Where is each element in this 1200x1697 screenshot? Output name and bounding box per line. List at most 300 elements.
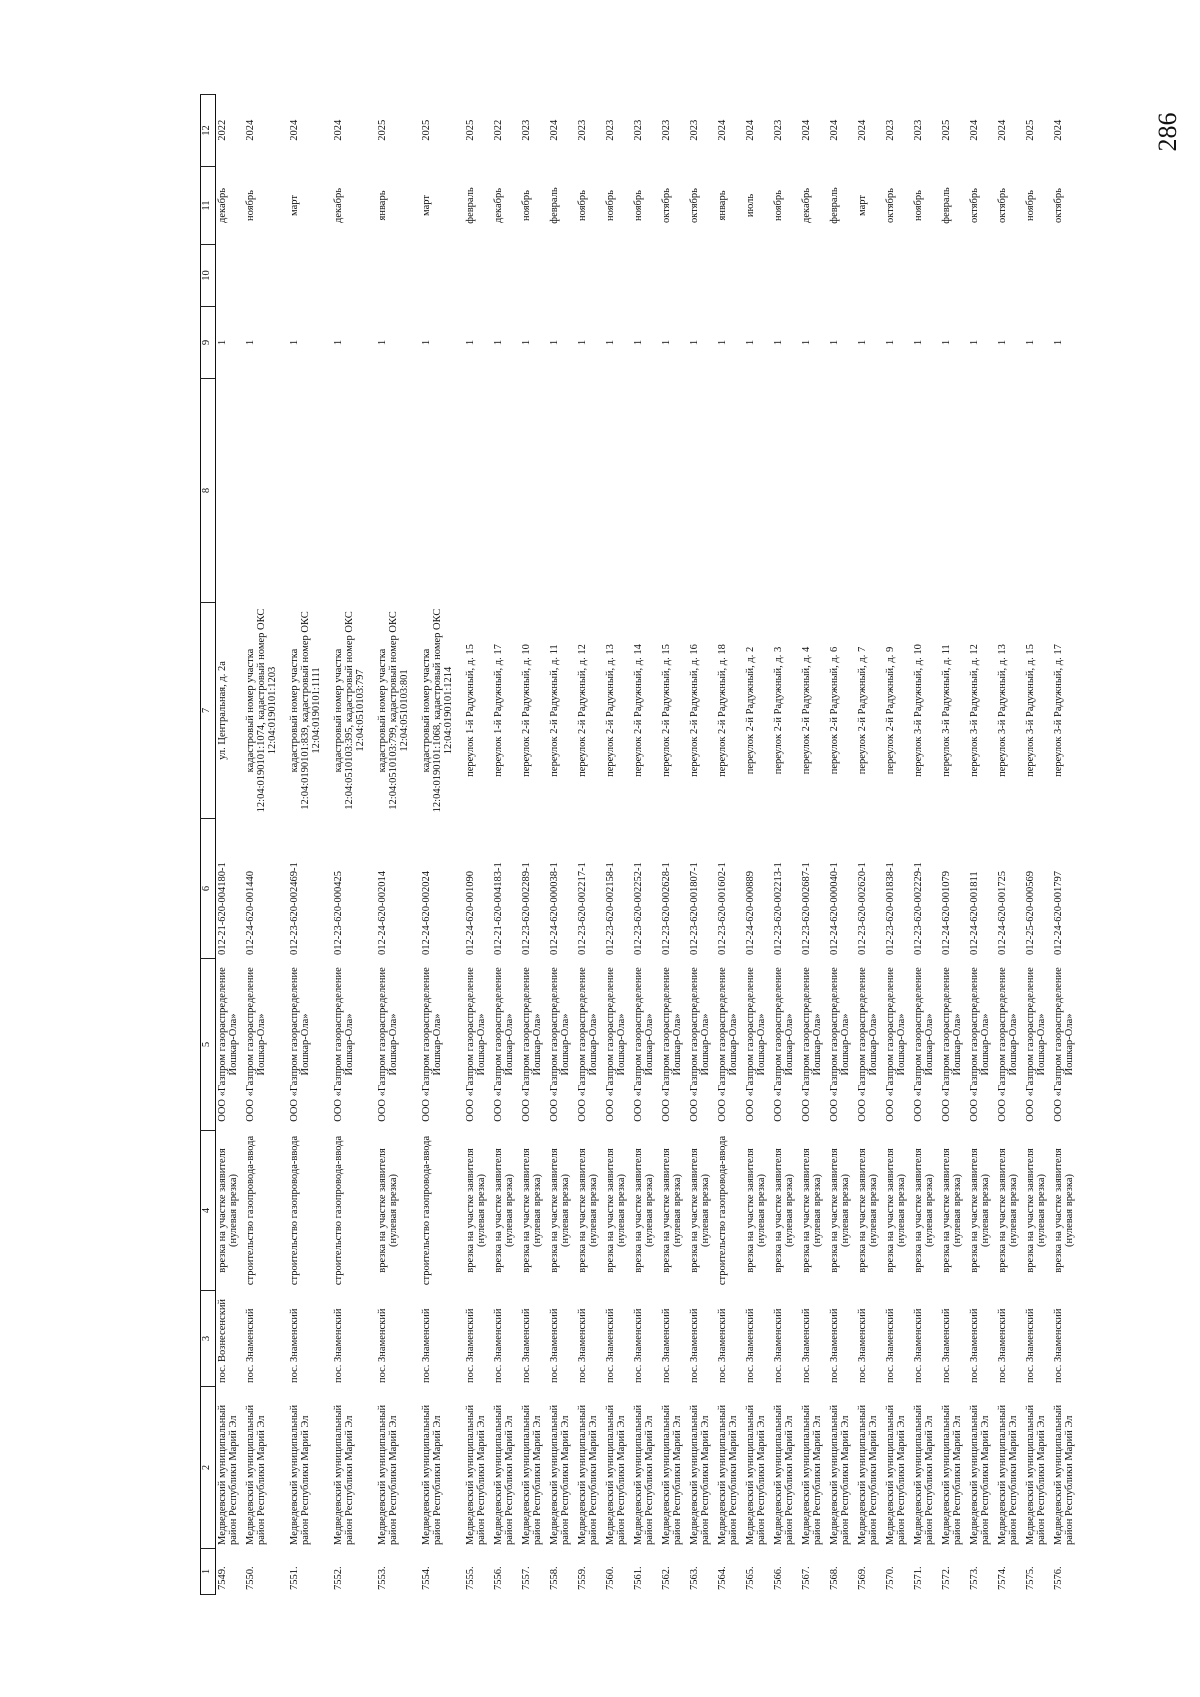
locality-cell: пос. Знаменский xyxy=(884,1308,896,1383)
work-type-cell: врезка на участке заявителя (нулевая врезка) xyxy=(1024,1148,1047,1273)
column-header: 4 xyxy=(201,1131,216,1291)
district-cell: Медведевский муниципальный район Республики Марий Эл xyxy=(828,1404,851,1545)
count-cell: 1 xyxy=(288,339,300,346)
table-row xyxy=(968,95,996,1595)
count-cell: 1 xyxy=(800,339,812,346)
address-cell: переулок 2-й Радужный, д. 11 xyxy=(548,644,560,777)
table-row xyxy=(716,95,744,1595)
year-cell: 2024 xyxy=(332,119,344,141)
column-header: 2 xyxy=(201,1387,216,1549)
address-cell: кадастровый номер участка 12:04:0190101:1074, кадастровый номер ОКС 12:04:0190101:1203 xyxy=(244,608,279,813)
column-8-cell xyxy=(216,379,244,603)
column-10-cell xyxy=(420,245,464,307)
address-cell: кадастровый номер участка 12:04:0190101:1068, кадастровый номер ОКС 12:04:0190101:1214 xyxy=(420,608,455,813)
organization-cell: ООО «Газпром газораспределение Йошкар-Ола» xyxy=(244,967,267,1122)
district-cell: Медведевский муниципальный район Республики Марий Эл xyxy=(604,1404,627,1545)
column-number-row xyxy=(201,95,216,1595)
month-cell: март xyxy=(420,195,432,216)
work-type-cell: строительство газопровода-ввода xyxy=(716,1135,728,1286)
address-cell: ул. Центральная, д. 2а xyxy=(217,661,228,760)
column-10-cell xyxy=(244,245,288,307)
row-number: 7556. xyxy=(492,1566,504,1590)
year-cell: 2024 xyxy=(716,119,728,141)
column-header: 6 xyxy=(201,819,216,959)
district-cell: Медведевский муниципальный район Республики Марий Эл xyxy=(856,1404,879,1545)
count-cell: 1 xyxy=(376,339,388,346)
table-row xyxy=(884,95,912,1595)
work-type-cell: врезка на участке заявителя (нулевая врезка) xyxy=(376,1148,399,1273)
work-type-cell: строительство газопровода-ввода xyxy=(332,1135,344,1286)
year-cell: 2024 xyxy=(744,119,756,141)
table-row xyxy=(772,95,800,1595)
month-cell: март xyxy=(856,195,868,216)
locality-cell: пос. Знаменский xyxy=(800,1308,812,1383)
locality-cell: пос. Знаменский xyxy=(744,1308,756,1383)
count-cell: 1 xyxy=(520,339,532,346)
row-number: 7554. xyxy=(420,1566,432,1590)
table-row xyxy=(376,95,420,1595)
application-code-cell: 012-23-620-001807-1 xyxy=(688,862,700,955)
count-cell: 1 xyxy=(660,339,672,346)
application-code-cell: 012-23-620-001602-1 xyxy=(716,862,728,955)
application-code-cell: 012-24-620-001090 xyxy=(464,871,476,955)
column-10-cell xyxy=(632,245,660,307)
address-cell: переулок 3-й Радужный, д. 13 xyxy=(996,644,1008,777)
application-code-cell: 012-23-620-002252-1 xyxy=(632,862,644,955)
column-10-cell xyxy=(940,245,968,307)
organization-cell: ООО «Газпром газораспределение Йошкар-Ола» xyxy=(604,967,627,1122)
district-cell: Медведевский муниципальный район Республики Марий Эл xyxy=(968,1404,991,1545)
column-10-cell xyxy=(1052,245,1080,307)
column-10-cell xyxy=(856,245,884,307)
district-cell: Медведевский муниципальный район Республики Марий Эл xyxy=(688,1404,711,1545)
column-10-cell xyxy=(216,245,244,307)
table-row xyxy=(912,95,940,1595)
count-cell: 1 xyxy=(492,339,504,346)
row-number: 7575. xyxy=(1024,1566,1036,1590)
row-number: 7558. xyxy=(548,1566,560,1590)
month-cell: ноябрь xyxy=(772,190,784,221)
row-number: 7561. xyxy=(632,1566,644,1590)
column-8-cell xyxy=(464,379,492,603)
row-number: 7567. xyxy=(800,1566,812,1590)
locality-cell: пос. Знаменский xyxy=(828,1308,840,1383)
work-type-cell: врезка на участке заявителя (нулевая врезка) xyxy=(548,1148,571,1273)
year-cell: 2023 xyxy=(660,119,672,141)
address-cell: переулок 2-й Радужный, д. 12 xyxy=(576,644,588,777)
table-row xyxy=(996,95,1024,1595)
column-10-cell xyxy=(604,245,632,307)
column-10-cell xyxy=(376,245,420,307)
locality-cell: пос. Знаменский xyxy=(332,1308,344,1383)
year-cell: 2025 xyxy=(376,119,388,141)
application-code-cell: 012-24-620-001725 xyxy=(996,871,1008,955)
application-code-cell: 012-24-620-001797 xyxy=(1052,871,1064,955)
organization-cell: ООО «Газпром газораспределение Йошкар-Ола» xyxy=(520,967,543,1122)
organization-cell: ООО «Газпром газораспределение Йошкар-Ола» xyxy=(688,967,711,1122)
rotated-table-sheet xyxy=(200,95,1180,1595)
district-cell: Медведевский муниципальный район Республики Марий Эл xyxy=(464,1404,487,1545)
column-header: 3 xyxy=(201,1291,216,1387)
organization-cell: ООО «Газпром газораспределение Йошкар-Ола» xyxy=(420,967,443,1122)
application-code-cell: 012-23-620-002289-1 xyxy=(520,862,532,955)
column-10-cell xyxy=(744,245,772,307)
column-8-cell xyxy=(996,379,1024,603)
row-number: 7559. xyxy=(576,1566,588,1590)
count-cell: 1 xyxy=(912,339,924,346)
table-row xyxy=(940,95,968,1595)
month-cell: ноябрь xyxy=(604,190,616,221)
work-type-cell: врезка на участке заявителя (нулевая врезка) xyxy=(688,1148,711,1273)
year-cell: 2023 xyxy=(604,119,616,141)
row-number: 7557. xyxy=(520,1566,532,1590)
table-row xyxy=(632,95,660,1595)
column-8-cell xyxy=(376,379,420,603)
organization-cell: ООО «Газпром газораспределение Йошкар-Ола» xyxy=(548,967,571,1122)
work-type-cell: врезка на участке заявителя (нулевая врезка) xyxy=(520,1148,543,1273)
month-cell: декабрь xyxy=(217,188,228,223)
work-type-cell: врезка на участке заявителя (нулевая врезка) xyxy=(660,1148,683,1273)
application-code-cell: 012-23-620-002229-1 xyxy=(912,862,924,955)
year-cell: 2024 xyxy=(856,119,868,141)
application-code-cell: 012-21-620-004183-1 xyxy=(492,862,504,955)
application-code-cell: 012-23-620-002158-1 xyxy=(604,862,616,955)
month-cell: декабрь xyxy=(492,188,504,223)
row-number: 7573. xyxy=(968,1566,980,1590)
table-row xyxy=(244,95,288,1595)
month-cell: октябрь xyxy=(884,188,896,223)
month-cell: ноябрь xyxy=(632,190,644,221)
application-code-cell: 012-24-620-002014 xyxy=(376,871,388,955)
column-10-cell xyxy=(996,245,1024,307)
table-row xyxy=(520,95,548,1595)
year-cell: 2024 xyxy=(996,119,1008,141)
month-cell: ноябрь xyxy=(912,190,924,221)
organization-cell: ООО «Газпром газораспределение Йошкар-Ола» xyxy=(492,967,515,1122)
gasification-table xyxy=(200,94,1080,1595)
column-8-cell xyxy=(492,379,520,603)
column-10-cell xyxy=(660,245,688,307)
organization-cell: ООО «Газпром газораспределение Йошкар-Ола» xyxy=(828,967,851,1122)
column-10-cell xyxy=(492,245,520,307)
organization-cell: ООО «Газпром газораспределение Йошкар-Ола» xyxy=(332,967,355,1122)
column-8-cell xyxy=(548,379,576,603)
column-10-cell xyxy=(1024,245,1052,307)
month-cell: январь xyxy=(376,190,388,221)
organization-cell: ООО «Газпром газораспределение Йошкар-Ола» xyxy=(772,967,795,1122)
column-8-cell xyxy=(288,379,332,603)
work-type-cell: врезка на участке заявителя (нулевая врезка) xyxy=(828,1148,851,1273)
work-type-cell: врезка на участке заявителя (нулевая врезка) xyxy=(968,1148,991,1273)
work-type-cell: врезка на участке заявителя (нулевая врезка) xyxy=(604,1148,627,1273)
locality-cell: пос. Знаменский xyxy=(548,1308,560,1383)
column-header: 10 xyxy=(201,245,216,307)
row-number: 7572. xyxy=(940,1566,952,1590)
application-code-cell: 012-24-620-001440 xyxy=(244,871,256,955)
table-row xyxy=(576,95,604,1595)
column-10-cell xyxy=(688,245,716,307)
table-row xyxy=(548,95,576,1595)
month-cell: октябрь xyxy=(688,188,700,223)
year-cell: 2023 xyxy=(772,119,784,141)
table-row xyxy=(1052,95,1080,1595)
count-cell: 1 xyxy=(716,339,728,346)
work-type-cell: строительство газопровода-ввода xyxy=(420,1135,432,1286)
address-cell: переулок 2-й Радужный, д. 10 xyxy=(520,644,532,777)
address-cell: кадастровый номер участка 12:04:0190101:839, кадастровый номер ОКС 12:04:0190101:1111 xyxy=(288,611,323,810)
column-8-cell xyxy=(968,379,996,603)
locality-cell: пос. Знаменский xyxy=(632,1308,644,1383)
address-cell: переулок 2-й Радужный, д. 14 xyxy=(632,644,644,777)
district-cell: Медведевский муниципальный район Республики Марий Эл xyxy=(217,1404,240,1545)
application-code-cell: 012-23-620-002628-1 xyxy=(660,862,672,955)
year-cell: 2023 xyxy=(912,119,924,141)
work-type-cell: врезка на участке заявителя (нулевая врезка) xyxy=(576,1148,599,1273)
application-code-cell: 012-23-620-002217-1 xyxy=(576,862,588,955)
year-cell: 2024 xyxy=(548,119,560,141)
address-cell: переулок 2-й Радужный, д. 15 xyxy=(660,644,672,777)
district-cell: Медведевский муниципальный район Республики Марий Эл xyxy=(1052,1404,1075,1545)
column-8-cell xyxy=(772,379,800,603)
locality-cell: пос. Знаменский xyxy=(940,1308,952,1383)
application-code-cell: 012-23-620-002687-1 xyxy=(800,862,812,955)
month-cell: декабрь xyxy=(332,188,344,223)
organization-cell: ООО «Газпром газораспределение Йошкар-Ола» xyxy=(288,967,311,1122)
column-10-cell xyxy=(884,245,912,307)
column-8-cell xyxy=(800,379,828,603)
organization-cell: ООО «Газпром газораспределение Йошкар-Ола» xyxy=(576,967,599,1122)
column-8-cell xyxy=(884,379,912,603)
work-type-cell: строительство газопровода-ввода xyxy=(244,1135,256,1286)
table-row xyxy=(800,95,828,1595)
count-cell: 1 xyxy=(828,339,840,346)
row-number: 7570. xyxy=(884,1566,896,1590)
address-cell: переулок 2-й Радужный, д. 16 xyxy=(688,644,700,777)
column-8-cell xyxy=(520,379,548,603)
locality-cell: пос. Знаменский xyxy=(420,1308,432,1383)
row-number: 7576. xyxy=(1052,1566,1064,1590)
work-type-cell: врезка на участке заявителя (нулевая врезка) xyxy=(884,1148,907,1273)
organization-cell: ООО «Газпром газораспределение Йошкар-Ола» xyxy=(716,967,739,1122)
row-number: 7550. xyxy=(244,1566,256,1590)
year-cell: 2023 xyxy=(632,119,644,141)
month-cell: октябрь xyxy=(996,188,1008,223)
count-cell: 1 xyxy=(996,339,1008,346)
district-cell: Медведевский муниципальный район Республики Марий Эл xyxy=(800,1404,823,1545)
application-code-cell: 012-24-620-000889 xyxy=(744,871,756,955)
table-row xyxy=(288,95,332,1595)
month-cell: октябрь xyxy=(968,188,980,223)
address-cell: переулок 3-й Радужный, д. 10 xyxy=(912,644,924,777)
column-header: 7 xyxy=(201,603,216,819)
year-cell: 2025 xyxy=(464,119,476,141)
column-10-cell xyxy=(464,245,492,307)
work-type-cell: врезка на участке заявителя (нулевая врезка) xyxy=(217,1148,240,1273)
year-cell: 2023 xyxy=(576,119,588,141)
district-cell: Медведевский муниципальный район Республики Марий Эл xyxy=(376,1404,399,1545)
count-cell: 1 xyxy=(244,339,256,346)
address-cell: переулок 2-й Радужный, д. 6 xyxy=(828,646,840,775)
locality-cell: пос. Знаменский xyxy=(968,1308,980,1383)
month-cell: июль xyxy=(744,193,756,218)
count-cell: 1 xyxy=(744,339,756,346)
table-row xyxy=(1024,95,1052,1595)
month-cell: февраль xyxy=(828,187,840,224)
organization-cell: ООО «Газпром газораспределение Йошкар-Ола» xyxy=(217,967,240,1122)
year-cell: 2024 xyxy=(1052,119,1064,141)
locality-cell: пос. Знаменский xyxy=(772,1308,784,1383)
address-cell: кадастровый номер участка 12:04:0510103:799, кадастровый номер ОКС 12:04:0510103:801 xyxy=(376,611,411,810)
row-number: 7551. xyxy=(288,1566,300,1590)
year-cell: 2024 xyxy=(968,119,980,141)
table-row xyxy=(492,95,520,1595)
column-8-cell xyxy=(632,379,660,603)
count-cell: 1 xyxy=(688,339,700,346)
column-8-cell xyxy=(744,379,772,603)
column-8-cell xyxy=(244,379,288,603)
work-type-cell: врезка на участке заявителя (нулевая врезка) xyxy=(996,1148,1019,1273)
table-row xyxy=(688,95,716,1595)
row-number: 7560. xyxy=(604,1566,616,1590)
column-8-cell xyxy=(1024,379,1052,603)
organization-cell: ООО «Газпром газораспределение Йошкар-Ола» xyxy=(376,967,399,1122)
application-code-cell: 012-25-620-000569 xyxy=(1024,871,1036,955)
year-cell: 2024 xyxy=(828,119,840,141)
table-row xyxy=(332,95,376,1595)
page-number: 286 xyxy=(1153,112,1182,152)
column-8-cell xyxy=(332,379,376,603)
row-number: 7568. xyxy=(828,1566,840,1590)
work-type-cell: врезка на участке заявителя (нулевая врезка) xyxy=(856,1148,879,1273)
locality-cell: пос. Знаменский xyxy=(244,1308,256,1383)
row-number: 7565. xyxy=(744,1566,756,1590)
locality-cell: пос. Знаменский xyxy=(1052,1308,1064,1383)
application-code-cell: 012-24-620-000038-1 xyxy=(548,862,560,955)
application-code-cell: 012-24-620-001079 xyxy=(940,871,952,955)
address-cell: переулок 3-й Радужный, д. 15 xyxy=(1024,644,1036,777)
count-cell: 1 xyxy=(632,339,644,346)
application-code-cell: 012-23-620-001838-1 xyxy=(884,862,896,955)
column-8-cell xyxy=(912,379,940,603)
district-cell: Медведевский муниципальный район Республики Марий Эл xyxy=(576,1404,599,1545)
address-cell: переулок 3-й Радужный, д. 11 xyxy=(940,644,952,777)
year-cell: 2023 xyxy=(520,119,532,141)
row-number: 7571. xyxy=(912,1566,924,1590)
column-10-cell xyxy=(828,245,856,307)
year-cell: 2025 xyxy=(1024,119,1036,141)
count-cell: 1 xyxy=(1052,339,1064,346)
column-8-cell xyxy=(420,379,464,603)
locality-cell: пос. Знаменский xyxy=(464,1308,476,1383)
work-type-cell: врезка на участке заявителя (нулевая врезка) xyxy=(1052,1148,1075,1273)
count-cell: 1 xyxy=(464,339,476,346)
district-cell: Медведевский муниципальный район Республики Марий Эл xyxy=(420,1404,443,1545)
district-cell: Медведевский муниципальный район Республики Марий Эл xyxy=(912,1404,935,1545)
count-cell: 1 xyxy=(1024,339,1036,346)
row-number: 7549. xyxy=(217,1566,228,1590)
column-8-cell xyxy=(716,379,744,603)
column-8-cell xyxy=(660,379,688,603)
locality-cell: пос. Знаменский xyxy=(576,1308,588,1383)
address-cell: переулок 2-й Радужный, д. 4 xyxy=(800,646,812,775)
locality-cell: пос. Знаменский xyxy=(376,1308,388,1383)
count-cell: 1 xyxy=(332,339,344,346)
organization-cell: ООО «Газпром газораспределение Йошкар-Ола» xyxy=(912,967,935,1122)
district-cell: Медведевский муниципальный район Республики Марий Эл xyxy=(492,1404,515,1545)
month-cell: ноябрь xyxy=(576,190,588,221)
column-10-cell xyxy=(332,245,376,307)
column-10-cell xyxy=(716,245,744,307)
organization-cell: ООО «Газпром газораспределение Йошкар-Ола» xyxy=(800,967,823,1122)
organization-cell: ООО «Газпром газораспределение Йошкар-Ола» xyxy=(884,967,907,1122)
year-cell: 2023 xyxy=(884,119,896,141)
table-row xyxy=(216,95,244,1595)
row-number: 7553. xyxy=(376,1566,388,1590)
column-8-cell xyxy=(688,379,716,603)
organization-cell: ООО «Газпром газораспределение Йошкар-Ола» xyxy=(1052,967,1075,1122)
district-cell: Медведевский муниципальный район Республики Марий Эл xyxy=(288,1404,311,1545)
row-number: 7563. xyxy=(688,1566,700,1590)
address-cell: переулок 2-й Радужный, д. 3 xyxy=(772,646,784,775)
district-cell: Медведевский муниципальный район Республики Марий Эл xyxy=(884,1404,907,1545)
month-cell: ноябрь xyxy=(520,190,532,221)
address-cell: переулок 3-й Радужный, д. 12 xyxy=(968,644,980,777)
row-number: 7562. xyxy=(660,1566,672,1590)
column-8-cell xyxy=(1052,379,1080,603)
column-8-cell xyxy=(856,379,884,603)
locality-cell: пос. Знаменский xyxy=(604,1308,616,1383)
locality-cell: пос. Знаменский xyxy=(660,1308,672,1383)
month-cell: март xyxy=(288,195,300,216)
district-cell: Медведевский муниципальный район Республики Марий Эл xyxy=(772,1404,795,1545)
column-header: 8 xyxy=(201,379,216,603)
locality-cell: пос. Знаменский xyxy=(688,1308,700,1383)
organization-cell: ООО «Газпром газораспределение Йошкар-Ола» xyxy=(744,967,767,1122)
count-cell: 1 xyxy=(420,339,432,346)
year-cell: 2025 xyxy=(420,119,432,141)
work-type-cell: врезка на участке заявителя (нулевая врезка) xyxy=(940,1148,963,1273)
table-row xyxy=(420,95,464,1595)
table-row xyxy=(660,95,688,1595)
column-10-cell xyxy=(548,245,576,307)
work-type-cell: врезка на участке заявителя (нулевая врезка) xyxy=(800,1148,823,1273)
address-cell: переулок 2-й Радужный, д. 2 xyxy=(744,646,756,775)
work-type-cell: врезка на участке заявителя (нулевая врезка) xyxy=(772,1148,795,1273)
year-cell: 2023 xyxy=(688,119,700,141)
application-code-cell: 012-24-620-000040-1 xyxy=(828,862,840,955)
application-code-cell: 012-21-620-004180-1 xyxy=(217,862,228,955)
count-cell: 1 xyxy=(856,339,868,346)
count-cell: 1 xyxy=(772,339,784,346)
address-cell: переулок 2-й Радужный, д. 9 xyxy=(884,646,896,775)
column-10-cell xyxy=(968,245,996,307)
application-code-cell: 012-23-620-002469-1 xyxy=(288,862,300,955)
address-cell: кадастровый номер участка 12:04:0510103:395, кадастровый номер ОКС 12:04:0510103:797 xyxy=(332,611,367,810)
month-cell: февраль xyxy=(464,187,476,224)
column-10-cell xyxy=(288,245,332,307)
address-cell: переулок 1-й Радужный, д. 15 xyxy=(464,644,476,777)
count-cell: 1 xyxy=(604,339,616,346)
column-header: 5 xyxy=(201,959,216,1131)
district-cell: Медведевский муниципальный район Республики Марий Эл xyxy=(520,1404,543,1545)
work-type-cell: врезка на участке заявителя (нулевая врезка) xyxy=(464,1148,487,1273)
organization-cell: ООО «Газпром газораспределение Йошкар-Ола» xyxy=(996,967,1019,1122)
address-cell: переулок 1-й Радужный, д. 17 xyxy=(492,644,504,777)
year-cell: 2024 xyxy=(244,119,256,141)
column-10-cell xyxy=(520,245,548,307)
month-cell: ноябрь xyxy=(1024,190,1036,221)
row-number: 7569. xyxy=(856,1566,868,1590)
